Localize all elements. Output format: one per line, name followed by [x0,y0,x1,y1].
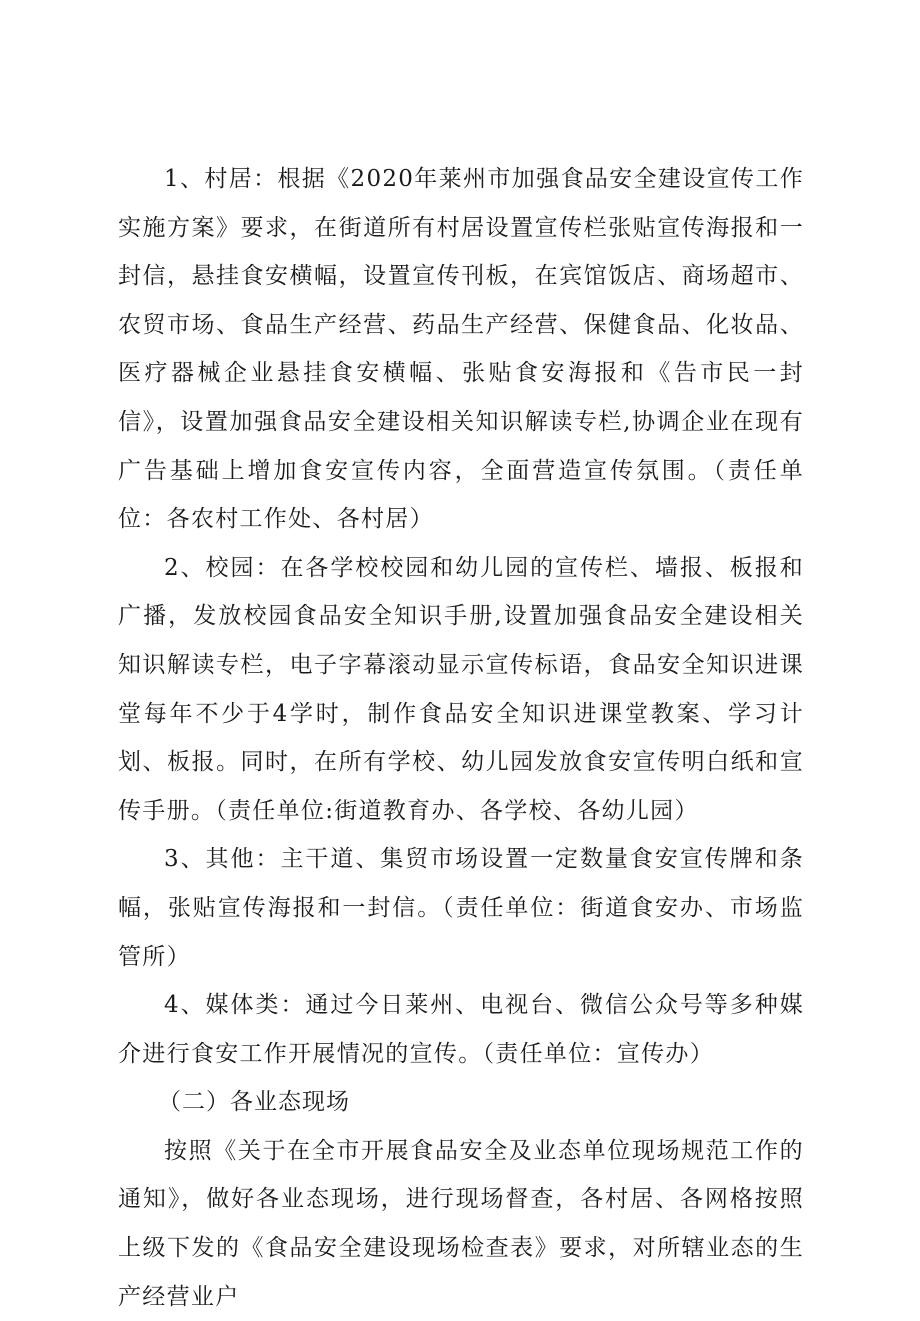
paragraph-other: 3、其他：主干道、集贸市场设置一定数量食安宣传牌和条幅，张贴宣传海报和一封信。（责任单位：街道食安办、市场监管所） [118,846,804,970]
paragraph-media: 4、媒体类：通过今日莱州、电视台、微信公众号等多种媒介进行食安工作开展情况的宣传。（责任单位：宣传办） [118,992,804,1067]
paragraph-closing: 按照《关于在全市开展食品安全及业态单位现场规范工作的通知》，做好各业态现场，进行现场督查，各村居、各网格按照上级下发的《食品安全建设现场检查表》要求，对所辖业态的生产经营业户 [118,1137,804,1310]
paragraph-campus: 2、校园：在各学校校园和幼儿园的宣传栏、墙报、板报和广播，发放校园食品安全知识手册,设置加强食品安全建设相关知识解读专栏，电子字幕滚动显示宣传标语，食品安全知识进课堂每年不少于4学时，制作食品安全知识进课堂教案、学习计划、板报。同时，在所有学校、幼儿园发放食安宣传明白纸和宣传手册。（责任单位:街道教育办、各学校、各幼儿园） [118,554,804,824]
document-body [118,155,804,1321]
paragraph-village: 1、村居：根据《2020年莱州市加强食品安全建设宣传工作实施方案》要求，在街道所有村居设置宣传栏张贴宣传海报和一封信，悬挂食安横幅，设置宣传刊板，在宾馆饭店、商场超市、农贸市场、食品生产经营、药品生产经营、保健食品、化妆品、医疗器械企业悬挂食安横幅、张贴食安海报和《告市民一封信》，设置加强食品安全建设相关知识解读专栏,协调企业在现有广告基础上增加食安宣传内容，全面营造宣传氛围。（责任单位：各农村工作处、各村居） [118,166,804,533]
section-heading: （二）各业态现场 [158,1089,350,1116]
